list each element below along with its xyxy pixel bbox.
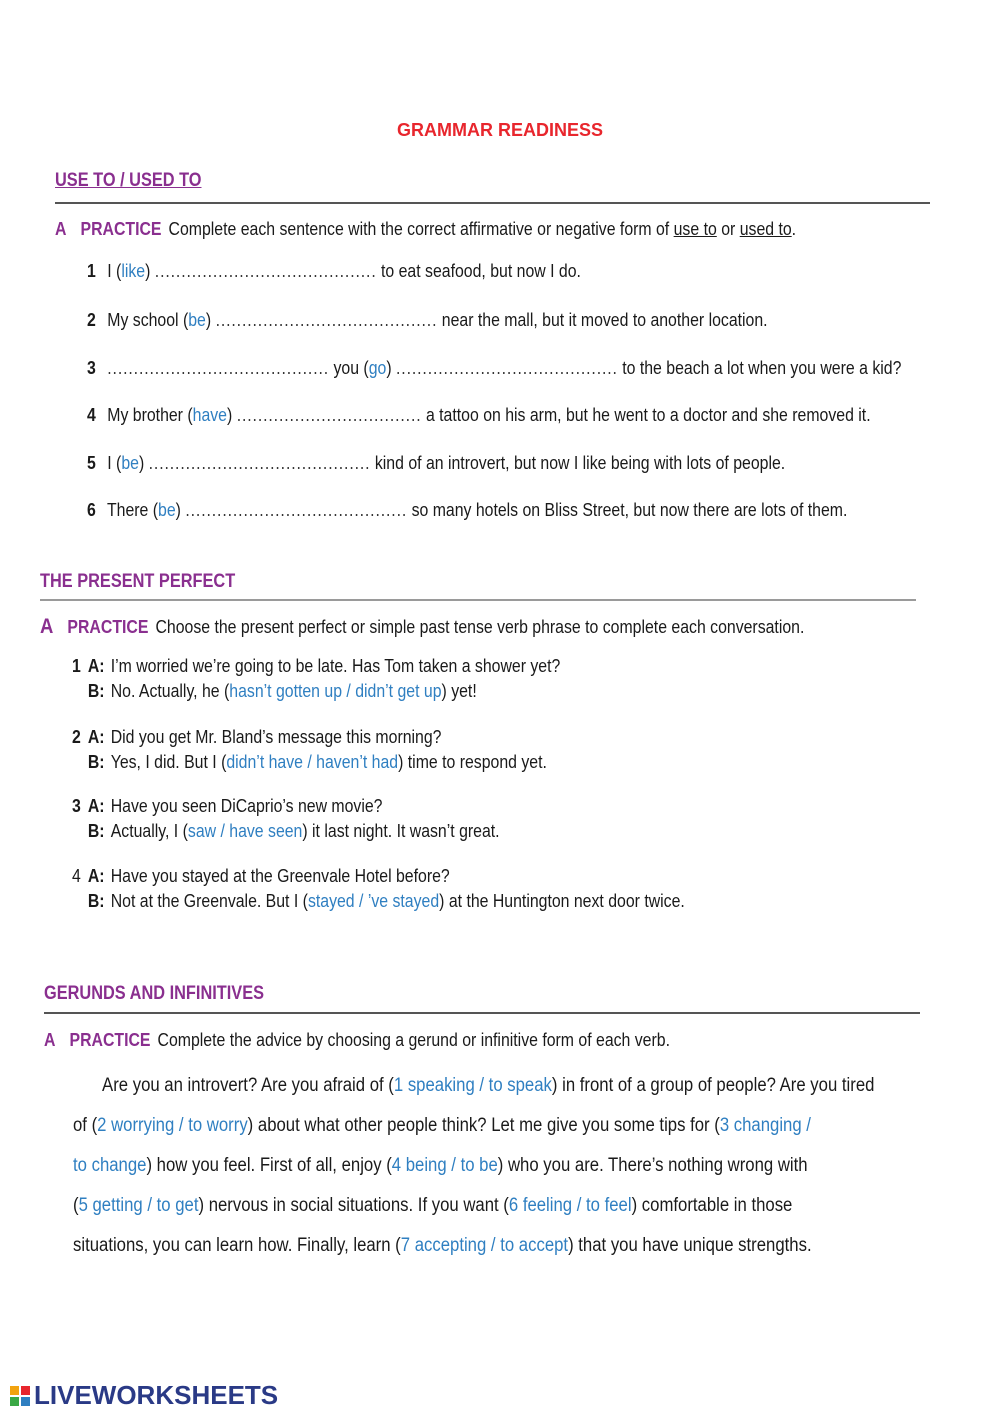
practice-instruction: A PRACTICE Choose the present perfect or simple past tense verb phrase to complete each conversation. [40,615,805,638]
liveworksheets-logo-icon [10,1386,30,1406]
conversation-1: 1 A: I’m worried we’re going to be late. Has Tom taken a shower yet? B: No. Actually, he (hasn’t gotten up / didn’t get up) yet! [72,656,561,701]
exercise-item-2: 2 My school (be) .......................................... near the mall, but it moved to another location. [87,310,768,330]
verb-choice[interactable]: 5 getting / to get [78,1195,199,1216]
verb-choice[interactable]: 6 feeling / to feel [508,1195,632,1216]
section-divider [40,599,916,601]
verb-choice[interactable]: 7 accepting / to accept [400,1235,569,1256]
conversation-4: 4 A: Have you stayed at the Greenvale Hotel before? B: Not at the Greenvale. But I (stayed / ’ve stayed) at the Huntington next door twice. [72,866,685,911]
verb-choice[interactable]: stayed / ’ve stayed [307,891,440,911]
verb-choice[interactable]: saw / have seen [187,821,303,841]
section-divider [44,1012,920,1014]
conversation-3: 3 A: Have you seen DiCaprio’s new movie? B: Actually, I (saw / have seen) it last night. It wasn’t great. [72,796,500,841]
conversation-2: 2 A: Did you get Mr. Bland’s message this morning? B: Yes, I did. But I (didn’t have / haven’t had) time to respond yet. [72,727,547,772]
exercise-letter: A [55,219,67,239]
exercise-item-1: 1 I (like) .......................................... to eat seafood, but now I do. [87,261,581,281]
verb-choice[interactable]: to change [73,1155,147,1176]
verb-choice[interactable]: 2 worrying / to worry [97,1115,248,1136]
answer-blank[interactable]: .......................................... [154,261,377,281]
answer-blank[interactable]: .......................................... [185,500,408,520]
verb-choice[interactable]: 3 changing / [719,1115,811,1136]
practice-label: PRACTICE [80,219,162,239]
exercise-item-4: 4 My brother (have) ................................... a tattoo on his arm, but he went to a doctor and she removed it. [87,405,871,425]
exercise-item-6: 6 There (be) .......................................... so many hotels on Bliss Street, but now there are lots of them. [87,500,848,520]
answer-blank[interactable]: ................................... [236,405,422,425]
exercise-item-5: 5 I (be) .......................................... kind of an introvert, but now I like being with lots of people. [87,453,786,473]
verb-choice[interactable]: 4 being / to be [391,1155,498,1176]
section-title-gerunds-infinitives: GERUNDS AND INFINITIVES [44,983,265,1004]
verb-choice[interactable]: hasn’t gotten up / didn’t get up [229,681,442,701]
verb-choice[interactable]: didn’t have / haven’t had [226,752,399,772]
answer-blank[interactable]: .......................................... [148,453,371,473]
practice-instruction: A PRACTICE Complete each sentence with the correct affirmative or negative form of use to or used to. [55,219,797,239]
practice-label: PRACTICE [67,617,149,637]
advice-paragraph: Are you an introvert? Are you afraid of (1 speaking / to speak) in front of a group of people? Are you tired of (2 worrying / to worry) about what other people think? Let me give you some tips for (3 changing / to change) how you feel. First of all, enjoy (4 being / to be) who you are. There’s nothing wrong with (5 getting / to get) nervous in social situations. If you want (6 feeling / to feel) comfortable in those situations, you can learn how. Finally, learn (7 accepting / to accept) that you have unique strengths. [73,1075,875,1256]
answer-blank[interactable]: .......................................... [396,358,618,378]
answer-blank[interactable]: .......................................... [107,358,330,378]
practice-label: PRACTICE [69,1030,151,1050]
page-title: GRAMMAR READINESS [396,120,603,140]
practice-instruction: A PRACTICE Complete the advice by choosing a gerund or infinitive form of each verb. [44,1030,670,1050]
liveworksheets-logo: LIVEWORKSHEETS [10,1380,278,1411]
section-title-present-perfect: THE PRESENT PERFECT [40,571,236,592]
exercise-item-3: 3 .......................................... you (go) .......................................... to the beach a lot when you were a kid? [87,358,902,378]
exercise-letter: A [44,1030,56,1050]
verb-choice[interactable]: 1 speaking / to speak [393,1075,552,1096]
exercise-letter: A [40,615,54,638]
answer-blank[interactable]: .......................................... [215,310,438,330]
section-title-used-to: USE TO / USED TO [55,170,202,191]
section-divider [55,202,930,204]
